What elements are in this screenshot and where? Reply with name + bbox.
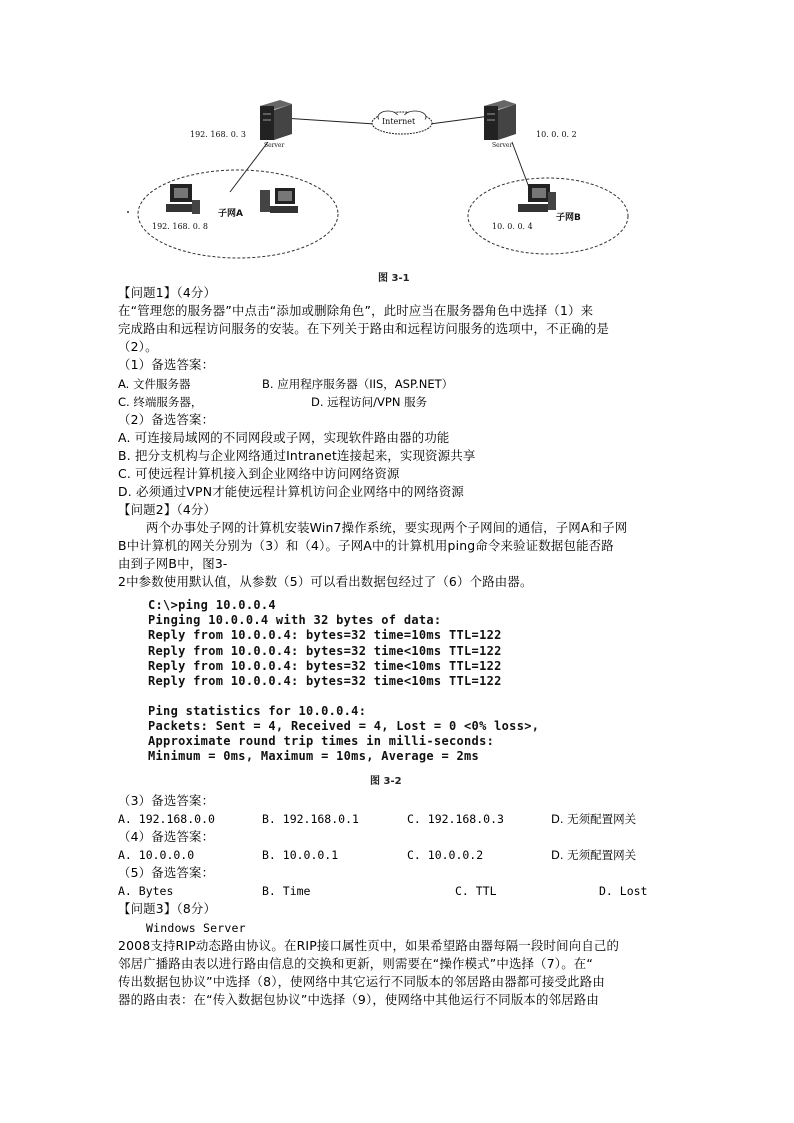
a4-option-d: D. 无须配置网关: [551, 848, 637, 862]
server-left-icon: [260, 100, 292, 140]
a3-option-c: C. 192.168.0.3: [407, 812, 504, 826]
a2-option: D. 必须通过VPN才能使远程计算机访问企业网络中的网络资源: [118, 484, 465, 499]
console-line: Reply from 10.0.0.4: bytes=32 time<10ms TTL=122: [148, 644, 502, 658]
a3-label: （3）备选答案：: [118, 793, 215, 808]
a1-label: （1）备选答案：: [118, 357, 215, 372]
q1-text-line: （2）。: [118, 339, 158, 354]
q2-text-line: 2中参数使用默认值，从参数（5）可以看出数据包经过了（6）个路由器。: [118, 574, 533, 589]
subnet-b-label: 子网B: [556, 213, 581, 223]
console-line: Reply from 10.0.0.4: bytes=32 time<10ms TTL=122: [148, 674, 502, 688]
a5-option-b: B. Time: [262, 884, 311, 898]
computer-a2-icon: [260, 188, 298, 213]
q2-text-line: B中计算机的网关分别为（3）和（4）。子网A中的计算机用ping命令来验证数据包能否路: [118, 538, 614, 553]
console-line: C:\>ping 10.0.0.4: [148, 598, 276, 612]
console-line: Pinging 10.0.0.4 with 32 bytes of data:: [148, 613, 442, 627]
a1-option-d: D. 远程访问/VPN 服务: [311, 395, 428, 409]
figure-3-2-caption: 图 3-2: [370, 776, 402, 787]
q3-text-line: 邻居广播路由表以进行路由信息的交换和更新，则需要在“操作模式”中选择（7）。在“: [118, 956, 594, 971]
ping-console-figure: [140, 598, 610, 770]
console-line: Reply from 10.0.0.4: bytes=32 time<10ms TTL=122: [148, 659, 502, 673]
a2-option: A. 可连接局域网的不同网段或子网，实现软件路由器的功能: [118, 430, 450, 445]
q3-text-line: 传出数据包协议”中选择（8），使网络中其它运行不同版本的邻居路由器都可接受此路由: [118, 974, 605, 989]
server-right-icon: [484, 100, 516, 140]
a5-label: （5）备选答案：: [118, 865, 215, 880]
server-left-label: Server: [264, 142, 285, 149]
q3-text-line: 2008支持RIP动态路由协议。在RIP接口属性页中，如果希望路由器每隔一段时间向自己的: [118, 938, 620, 953]
a1-option-c: C. 终端服务器，: [118, 395, 203, 409]
computer-a1-icon: [166, 184, 200, 214]
a4-option-b: B. 10.0.0.1: [262, 848, 339, 862]
a5-option-d: D. Lost: [599, 884, 648, 898]
subnet-b-host-ip: 10. 0. 0. 4: [492, 222, 533, 231]
figure-3-1-caption: 图 3-1: [378, 273, 410, 284]
a1-option-a: A. 文件服务器: [118, 377, 191, 391]
subnet-a-label: 子网A: [218, 209, 243, 219]
console-line: Reply from 10.0.0.4: bytes=32 time=10ms TTL=122: [148, 628, 502, 642]
q1-text-line: 完成路由和远程访问服务的安装。在下列关于路由和远程访问服务的选项中，不正确的是: [118, 321, 610, 336]
q3-header: 【问题3】（8分）: [118, 901, 217, 916]
a2-option: C. 可使远程计算机接入到企业网络中访问网络资源: [118, 466, 400, 481]
q2-text-line: 由到子网B中，图3-: [118, 556, 228, 571]
a4-option-a: A. 10.0.0.0: [118, 848, 195, 862]
a4-option-c: C. 10.0.0.2: [407, 848, 484, 862]
server-right-ip: 10. 0. 0. 2: [536, 130, 577, 139]
console-line: Ping statistics for 10.0.0.4:: [148, 704, 367, 718]
q1-header: 【问题1】（4分）: [118, 285, 217, 300]
q2-text-line: 两个办事处子网的计算机安装Win7操作系统，要实现两个子网间的通信，子网A和子网: [146, 520, 628, 535]
computer-b-icon: [518, 184, 556, 212]
q2-header: 【问题2】（4分）: [118, 502, 217, 517]
a3-option-b: B. 192.168.0.1: [262, 812, 359, 826]
a2-label: （2）备选答案：: [118, 412, 215, 427]
a3-option-a: A. 192.168.0.0: [118, 812, 215, 826]
subnet-a-host-ip: 192. 168. 0. 8: [152, 222, 208, 231]
a2-option: B. 把分支机构与企业网络通过Intranet连接起来，实现资源共享: [118, 448, 476, 463]
console-line: Minimum = 0ms, Maximum = 10ms, Average = 2ms: [148, 749, 480, 763]
console-line: Approximate round trip times in milli-seconds:: [148, 734, 495, 748]
a1-option-b: B. 应用程序服务器（IIS，ASP.NET）: [262, 377, 454, 391]
server-left-ip: 192. 168. 0. 3: [190, 130, 246, 139]
a5-option-a: A. Bytes: [118, 884, 174, 898]
q1-text-line: 在“管理您的服务器”中点击“添加或删除角色”，此时应当在服务器角色中选择（1）来: [118, 303, 594, 318]
a5-option-c: C. TTL: [455, 884, 497, 898]
q3-text-line: 器的路由表：在“传入数据包协议”中选择（9），使网络中其他运行不同版本的邻居路由: [118, 992, 599, 1007]
network-topology-figure: [120, 92, 690, 282]
server-right-label: Server: [492, 142, 513, 149]
console-line: Packets: Sent = 4, Received = 4, Lost = 0 <0% loss>,: [148, 719, 540, 733]
q3-text-line: Windows Server: [146, 921, 246, 935]
a3-option-d: D. 无须配置网关: [551, 812, 637, 826]
internet-label: Internet: [382, 117, 416, 126]
a4-label: （4）备选答案：: [118, 829, 215, 844]
